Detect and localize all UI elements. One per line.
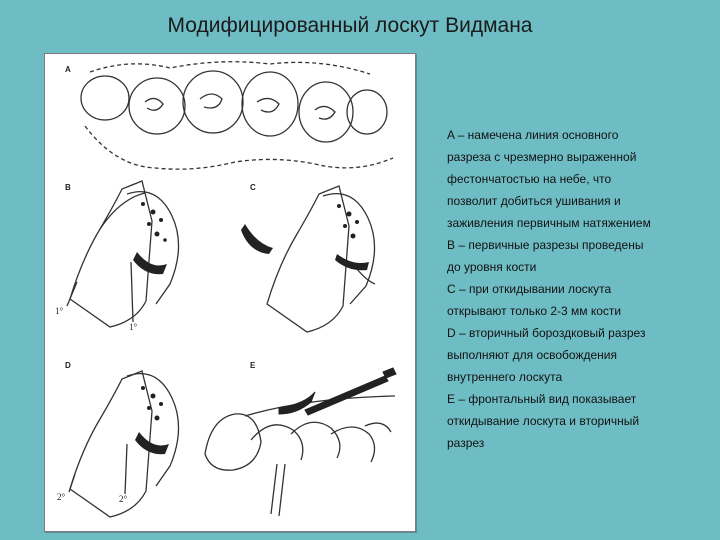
panel-d-bone-texture [135,386,169,454]
figure-description [447,124,711,454]
incision-mark-1b: 1° [129,322,138,332]
surgical-illustration [44,53,416,532]
incision-mark-2a: 2° [57,492,66,502]
incision-mark-1a: 1° [55,306,64,316]
description-line: заживления первичным натяжением [447,216,651,230]
panel-e-frontal-view [205,396,395,516]
panel-c-bone-texture [241,204,369,270]
panel-label-d: D [65,361,71,370]
panel-b-cross-section [67,181,179,327]
description-line: открывают только 2-3 мм кости [447,304,622,318]
panel-label-e: E [250,361,256,370]
description-line: A – намечена линия основного [447,128,619,142]
description-line: разрез [447,436,485,450]
description-line: разреза с чрезмерно выраженной [447,150,637,164]
description-line: позволит добиться ушивания и [447,194,621,208]
incision-mark-2b: 2° [119,494,128,504]
description-line: фестончатостью на небе, что [447,172,612,186]
description-line: B – первичные разрезы проведены [447,238,644,252]
panel-c-cross-section [267,186,375,332]
panel-label-c: C [250,183,256,192]
description-line: D – вторичный бороздковый разрез [447,326,646,340]
panel-label-a: A [65,65,71,74]
illustration-drawing [45,54,415,531]
slide-title: Модифицированный лоскут Видмана [167,14,533,37]
panel-e-instrument [279,368,396,415]
description-line: внутреннего лоскута [447,370,563,384]
description-line: до уровня кости [447,260,537,274]
description-line: C – при откидывании лоскута [447,282,612,296]
description-line: выполняют для освобождения [447,348,617,362]
description-line: E – фронтальный вид показывает [447,392,637,406]
description-line: откидывание лоскута и вторичный [447,414,640,428]
panel-label-b: B [65,183,71,192]
panel-a-teeth [81,62,393,169]
